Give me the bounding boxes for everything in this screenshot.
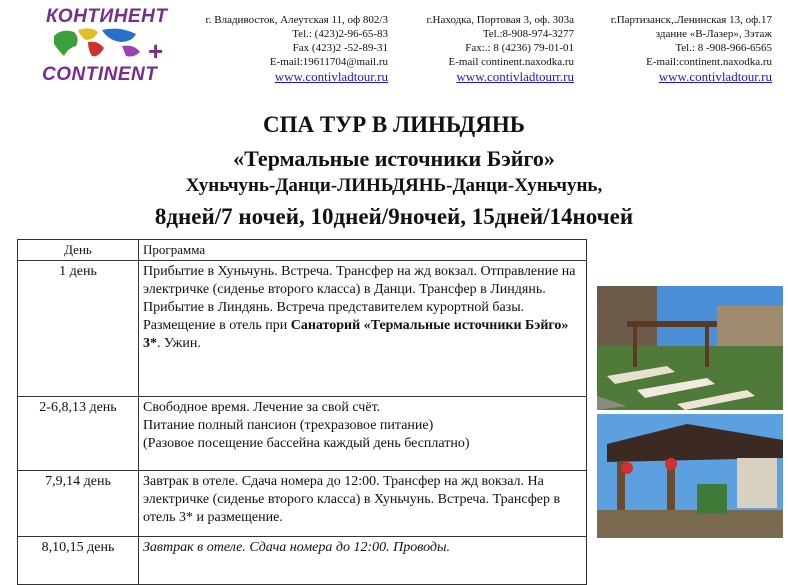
logo-top-text: КОНТИНЕНТ xyxy=(46,6,168,27)
office-address: г. Владивосток, Алеутская 11, оф 802/3 xyxy=(205,14,388,26)
table-row xyxy=(18,537,587,585)
logo-bottom-text: CONTINENT xyxy=(42,64,158,85)
office-phone: Tel.: 8 -908-966-6565 xyxy=(675,42,772,54)
resort-pavilion-photo xyxy=(597,414,783,538)
logo-plus: + xyxy=(148,36,164,66)
table-header-row xyxy=(18,240,587,261)
program-text: Завтрак в отеле. Сдача номера до 12:00. Проводы. xyxy=(143,540,450,555)
office-fax: Fax:.: 8 (4236) 79-01-01 xyxy=(465,42,574,54)
tour-title: СПА ТУР В ЛИНЬДЯНЬ xyxy=(263,112,525,137)
program-table xyxy=(17,239,587,585)
row-program xyxy=(139,537,587,585)
row-day: 2-6,8,13 день xyxy=(18,397,139,471)
row-day: 8,10,15 день xyxy=(18,537,139,585)
resort-sunbeds-photo xyxy=(597,286,783,410)
office-email: E-mail:19611704@mail.ru xyxy=(269,56,388,68)
program-line: Свободное время. Лечение за свой счёт. xyxy=(143,400,381,415)
row-day: 1 день xyxy=(18,261,139,397)
office-website-link[interactable]: www.contivladtourr.ru xyxy=(456,69,574,84)
table-row xyxy=(18,261,587,397)
company-logo xyxy=(40,6,170,90)
program-line: Питание полный пансион (трехразовое питание) xyxy=(143,418,434,433)
office-email: E-mail continent.naxodka.ru xyxy=(448,56,574,68)
office-building: здание «В-Лазер», 3этаж xyxy=(655,28,772,40)
row-program xyxy=(139,397,587,471)
office-nakhodka xyxy=(400,13,574,85)
hotel-name: Санаторий «Термальные источники Бэйго» 3* xyxy=(143,318,569,351)
office-fax: Fax (423)2 -52-89-31 xyxy=(292,42,388,54)
world-map-logo-icon xyxy=(48,26,148,62)
office-website-link[interactable]: www.contivladtour.ru xyxy=(274,69,388,84)
office-website-link[interactable]: www.contivladtour.ru xyxy=(658,69,772,84)
office-vladivostok xyxy=(176,13,388,85)
table-row xyxy=(18,397,587,471)
program-line: (Разовое посещение бассейна каждый день бесплатно) xyxy=(143,436,470,451)
header-program: Программа xyxy=(139,240,587,261)
office-phone: Tel.:8-908-974-3277 xyxy=(482,28,574,40)
row-program xyxy=(139,261,587,397)
tour-durations: 8дней/7 ночей, 10дней/9ночей, 15дней/14ночей xyxy=(154,204,634,229)
row-program: Завтрак в отеле. Сдача номера до 12:00. Трансфер на жд вокзал. На электричке (сиденье второго класса) в Хуньчунь. Встреча. Трансфер в отель 3* и размещение. xyxy=(139,471,587,537)
program-text: Прибытие в Хуньчунь. Встреча. Трансфер на жд вокзал. Отправление на электричке (сиденье второго класса) в Данци. Трансфер в Линдянь. Прибытие в Линдянь. Встреча представителем курортной базы. Размещение в отель при xyxy=(143,264,576,333)
row-day: 7,9,14 день xyxy=(18,471,139,537)
program-tail: . Ужин. xyxy=(157,336,201,351)
office-address: г.Находка, Портовая 3, оф. 303а xyxy=(426,14,574,26)
office-phone: Tel.: (423)2-96-65-83 xyxy=(292,28,388,40)
tour-route: Хуньчунь-Данци-ЛИНЬДЯНЬ-Данци-Хуньчунь, xyxy=(185,175,603,196)
header-day: День xyxy=(18,240,139,261)
tour-subtitle: «Термальные источники Бэйго» xyxy=(233,146,555,171)
office-address: г.Партизанск,.Ленинская 13, оф.17 xyxy=(610,14,772,26)
office-email: E-mail:continent.naxodka.ru xyxy=(646,56,772,68)
office-partizansk xyxy=(584,13,772,85)
table-row xyxy=(18,471,587,537)
